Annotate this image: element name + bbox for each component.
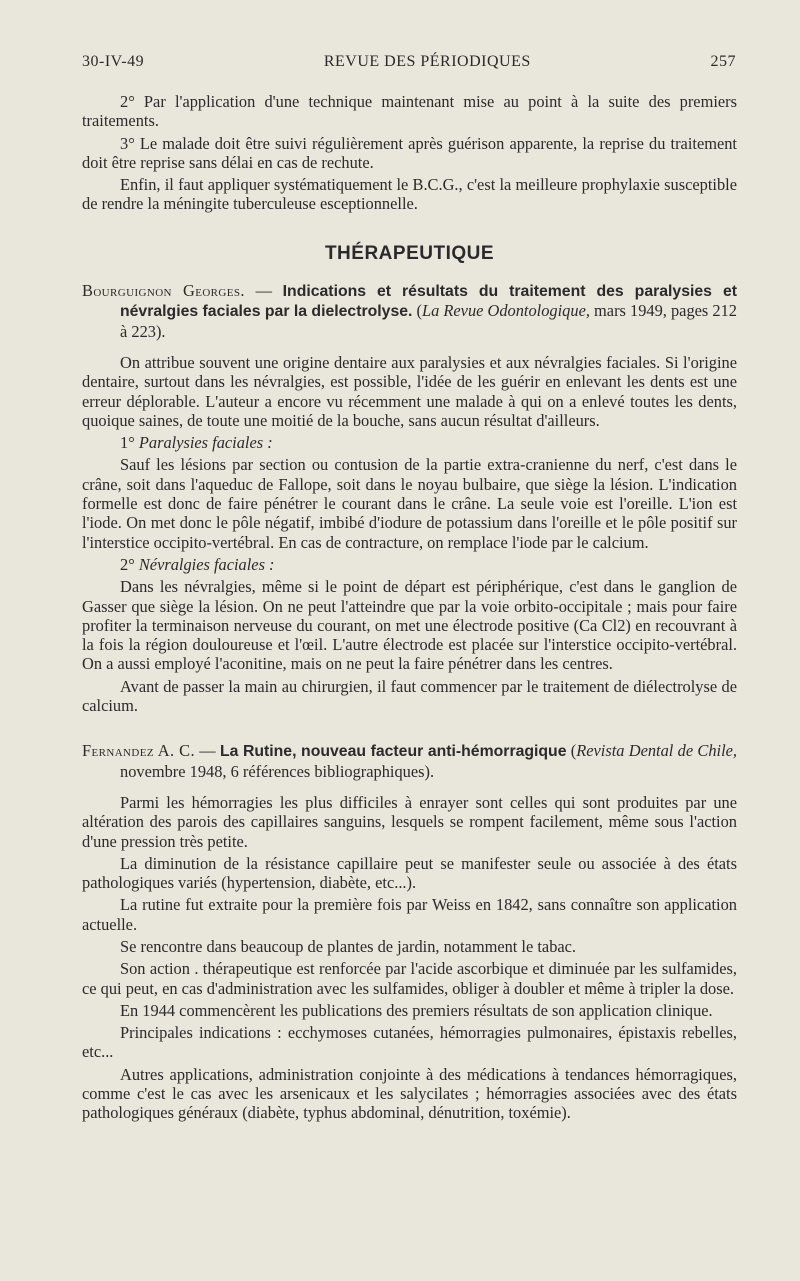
article-2-author: Fernandez A. C.: [82, 741, 195, 761]
article-2-paragraph-5: Son action . thérapeutique est renforcée par l'acide ascorbique et diminuée par les sulfamides, ce qui peut, en cas d'administration avec les sulfamides, obliger à doubler et même à tripler la dose.: [82, 959, 737, 998]
header-date: 30-IV-49: [82, 53, 145, 70]
citation-paren: (: [566, 741, 577, 761]
article-2-paragraph-1: Parmi les hémorragies les plus difficiles à enrayer sont celles qui sont produites par une altération des parois des capillaires sanguins, lesquels se rompent facilement, même sous l'action d'une pression très petite.: [82, 792, 737, 851]
article-1-paragraph-4: Avant de passer la main au chirurgien, il faut commencer par le traitement de diélectrolyse de calcium.: [82, 676, 737, 716]
page-body: [82, 92, 737, 1123]
article-1-journal: La Revue Odontologique,: [421, 301, 590, 321]
intro-paragraph-3: Enfin, il faut appliquer systématiquement le B.C.G., c'est la meilleure prophylaxie susceptible de rendre la méningite tuberculeuse esceptionnelle.: [82, 175, 737, 214]
running-header: [82, 53, 736, 71]
article-1-paragraph-1: On attribue souvent une origine dentaire aux paralysies et aux névralgies faciales. Si l'origine dentaire, surtout dans les névralgies, est possible, l'idée de les guérir en enlevant les dents est une erreur déplorable. L'auteur a encore vu récemment une malade à qui on a enlevé toutes les dents, quoique saines, de toute une moitié de la bouche, sans aucun résultat d'ailleurs.: [82, 352, 737, 430]
article-1-title: Indications et résultats du traitement des paralysies et névralgies faciales par la dielectrolyse.: [120, 283, 737, 321]
article-1-source: mars 1949, pages 212 à 223).: [120, 301, 737, 341]
citation-dash: —: [244, 281, 283, 301]
article-2-paragraph-4: Se rencontre dans beaucoup de plantes de jardin, notamment le tabac.: [120, 936, 577, 956]
subheading-number: 2°: [120, 554, 139, 574]
article-1-subheading-1: [82, 433, 737, 452]
article-2-journal: Revista Dental de Chile,: [576, 741, 737, 761]
article-1-citation: [82, 281, 737, 341]
article-1-author: Bourguignon Georges.: [82, 281, 245, 301]
article-2-paragraph-2: La diminution de la résistance capillaire peut se manifester seule ou associée à des états pathologiques variés (hypertension, diabète, etc...).: [82, 853, 737, 893]
article-2-source: novembre 1948, 6 références bibliographiques).: [120, 761, 435, 781]
article-2-paragraph-6: En 1944 commencèrent les publications des premiers résultats de son application clinique.: [120, 1000, 713, 1020]
section-title: THÉRAPEUTIQUE: [324, 242, 495, 264]
article-2-paragraph-3: La rutine fut extraite pour la première fois par Weiss en 1842, sans connaître son application actuelle.: [82, 895, 737, 934]
intro-paragraph-2: 3° Le malade doit être suivi régulièrement après guérison apparente, la reprise du traitement doit être reprise sans délai en cas de rechute.: [82, 133, 737, 172]
page-number: 257: [710, 53, 736, 70]
article-2-title: La Rutine, nouveau facteur anti-hémorragique: [219, 743, 567, 761]
citation-paren: (: [412, 301, 422, 321]
citation-dash: —: [195, 741, 220, 761]
subheading-text: Paralysies faciales :: [138, 433, 273, 453]
subheading-text: Névralgies faciales :: [138, 554, 275, 574]
article-1-paragraph-2: Sauf les lésions par section ou contusion de la partie extra-cranienne du nerf, c'est dans le crâne, soit dans l'aqueduc de Fallope, soit dans le noyau bulbaire, que siège la lésion. L'indication formelle est donc de faire pénétrer le courant dans le crâne. La seule voie est l'oreille. L'ion est l'iode. On met donc le pôle négatif, imbibé d'iodure de potassium dans l'oreille et le pôle positif sur l'interstice occipito-vertébral. En cas de contracture, on remplace l'iode par le calcium.: [82, 455, 737, 552]
article-2-paragraph-8: Autres applications, administration conjointe à des médications à tendances hémorragiques, comme c'est le cas avec les arsenicaux et les salycilates ; hémorragies associées avec des états pathologiques généraux (diabète, typhus abdominal, dénutrition, toxémie).: [82, 1064, 737, 1123]
article-1-subheading-2: [82, 555, 737, 574]
article-1-paragraph-3: Dans les névralgies, même si le point de départ est périphérique, c'est dans le ganglion de Gasser que siège la lésion. On ne peut l'atteindre que par la voie orbito-occipitale ; mais pour faire profiter la terminaison nerveuse du courant, on met une électrode positive (Ca Cl2) en recouvrant à la fois la région douloureuse et l'œil. L'autre électrode est placée sur l'interstice occipito-vertébral. On a aussi employé l'aconitine, mais on ne peut la faire pénétrer dans les centres.: [82, 577, 737, 674]
article-2-paragraph-7: Principales indications : ecchymoses cutanées, hémorragies pulmonaires, épistaxis rebelles, etc...: [82, 1023, 737, 1062]
article-2-citation: [82, 741, 737, 781]
intro-paragraph-1: 2° Par l'application d'une technique maintenant mise au point à la suite des premiers traitements.: [82, 92, 737, 131]
header-title: REVUE DES PÉRIODIQUES: [323, 53, 531, 70]
subheading-number: 1°: [120, 433, 139, 453]
